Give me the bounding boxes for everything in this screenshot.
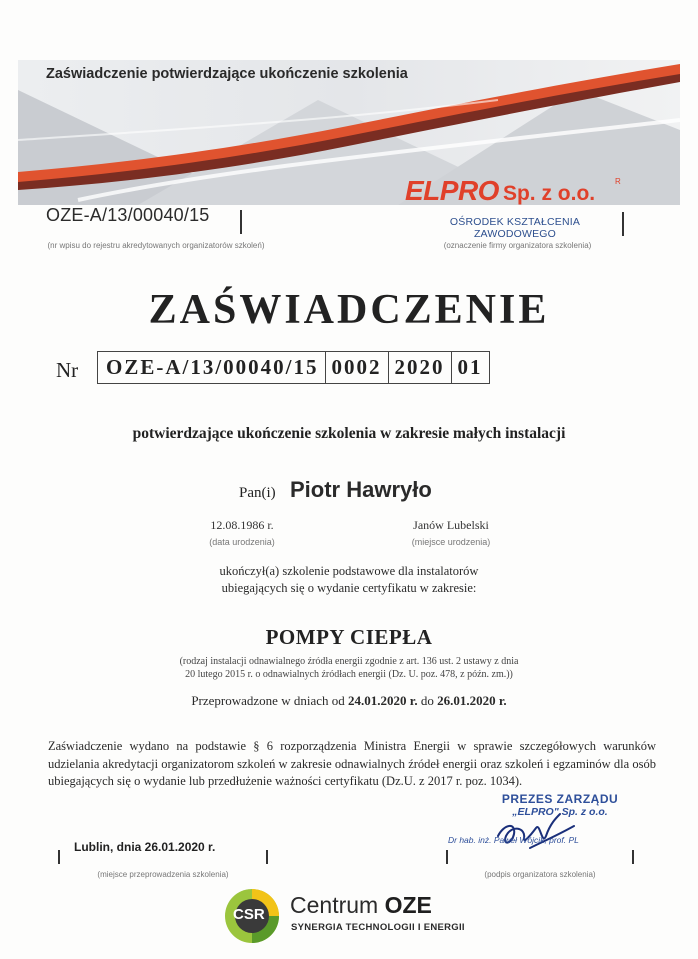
place-bracket-left bbox=[58, 850, 60, 864]
place-note: (miejsce przeprowadzenia szkolenia) bbox=[97, 870, 229, 879]
registry-note: (nr wpisu do rejestru akredytowanych organizatorów szkoleń) bbox=[47, 241, 265, 250]
place-bracket-right bbox=[266, 850, 268, 864]
field-note-line-1: (rodzaj instalacji odnawialnego źródła energii zgodnie z art. 136 ust. 2 ustawy z dnia bbox=[179, 656, 519, 667]
certificate-number-part: 2020 bbox=[388, 352, 451, 383]
centrum-word: Centrum bbox=[290, 892, 379, 918]
birth-place-note: (miejsce urodzenia) bbox=[411, 537, 491, 547]
stamp-line-1: PREZES ZARZĄDU bbox=[501, 792, 619, 806]
certificate-number-part: OZE-A/13/00040/15 bbox=[106, 355, 319, 379]
csr-label: CSR bbox=[233, 906, 265, 923]
oze-word: OZE bbox=[384, 892, 432, 918]
certificate-number-box bbox=[97, 351, 490, 384]
handwritten-signature bbox=[490, 806, 580, 856]
signature-bracket-left bbox=[446, 850, 448, 864]
place-and-date: Lublin, dnia 26.01.2020 r. bbox=[74, 840, 216, 854]
birth-date: 12.08.1986 r. bbox=[210, 518, 274, 532]
registry-number: OZE-A/13/00040/15 bbox=[46, 205, 210, 225]
organizer-subtitle: OŚRODEK KSZTAŁCENIA ZAWODOWEGO bbox=[449, 216, 581, 240]
date-from: 24.01.2020 r. bbox=[348, 693, 418, 708]
stamp-signer: Dr hab. inż. Paweł Wójcik, prof. PL bbox=[448, 835, 579, 845]
training-dates bbox=[0, 693, 698, 709]
dates-mid: do bbox=[420, 693, 434, 708]
csr-logo bbox=[222, 886, 282, 946]
registry-bracket bbox=[240, 210, 242, 234]
stamp-line-2: „ELPRO" Sp. z o.o. bbox=[512, 806, 608, 818]
person-name: Piotr Hawryło bbox=[290, 477, 432, 502]
completion-statement bbox=[0, 563, 698, 597]
certificate-subtitle: potwierdzające ukończenie szkolenia w zakresie małych instalacji bbox=[132, 425, 566, 442]
centrum-oze-wordmark bbox=[290, 892, 432, 919]
salutation: Pan(i) bbox=[239, 485, 276, 501]
field-note-line-2: 20 lutego 2015 r. o odnawialnych źródłach energii (Dz. U. poz. 478, z późn. zm.)) bbox=[185, 669, 513, 680]
completion-line-2: ubiegających się o wydanie certyfikatu w zakresie: bbox=[221, 581, 477, 595]
centrum-tagline: SYNERGIA TECHNOLOGII I ENERGII bbox=[291, 922, 465, 933]
certificate-number-part: 01 bbox=[451, 352, 489, 383]
completion-line-1: ukończył(a) szkolenie podstawowe dla instalatorów bbox=[219, 564, 479, 578]
certificate-number-label: Nr bbox=[56, 358, 79, 382]
logo-word: ELPRO bbox=[405, 175, 499, 206]
logo-suffix: Sp. z o.o. bbox=[502, 182, 596, 205]
birth-date-note: (data urodzenia) bbox=[209, 537, 275, 547]
document-header-title: Zaświadczenie potwierdzające ukończenie szkolenia bbox=[46, 66, 408, 82]
registered-mark: R bbox=[615, 177, 621, 186]
date-to: 26.01.2020 r. bbox=[437, 693, 507, 708]
certificate-title: ZAŚWIADCZENIE bbox=[148, 287, 550, 333]
birth-place: Janów Lubelski bbox=[413, 518, 489, 532]
training-field-note bbox=[0, 655, 698, 681]
signature-bracket-right bbox=[632, 850, 634, 864]
elpro-logo bbox=[405, 175, 630, 207]
organizer-bracket bbox=[622, 212, 624, 236]
organizer-note: (oznaczenie firmy organizatora szkolenia) bbox=[443, 241, 592, 250]
training-field: POMPY CIEPŁA bbox=[265, 625, 433, 649]
signature-note: (podpis organizatora szkolenia) bbox=[484, 870, 596, 879]
dates-prefix: Przeprowadzone w dniach od bbox=[191, 693, 345, 708]
legal-basis-text: Zaświadczenie wydano na podstawie § 6 rozporządzenia Ministra Energii w sprawie szczegółowych warunków udzielania akredytacji organizatorom szkoleń w zakresie odnawialnych źródeł energii oraz szkoleń i egzaminów dla osób ubiegających się o wydanie lub przedłużenie ważności certyfikatu (Dz.U. z 2017 r. poz. 1034). bbox=[48, 739, 656, 788]
certificate-number-part: 0002 bbox=[325, 352, 388, 383]
